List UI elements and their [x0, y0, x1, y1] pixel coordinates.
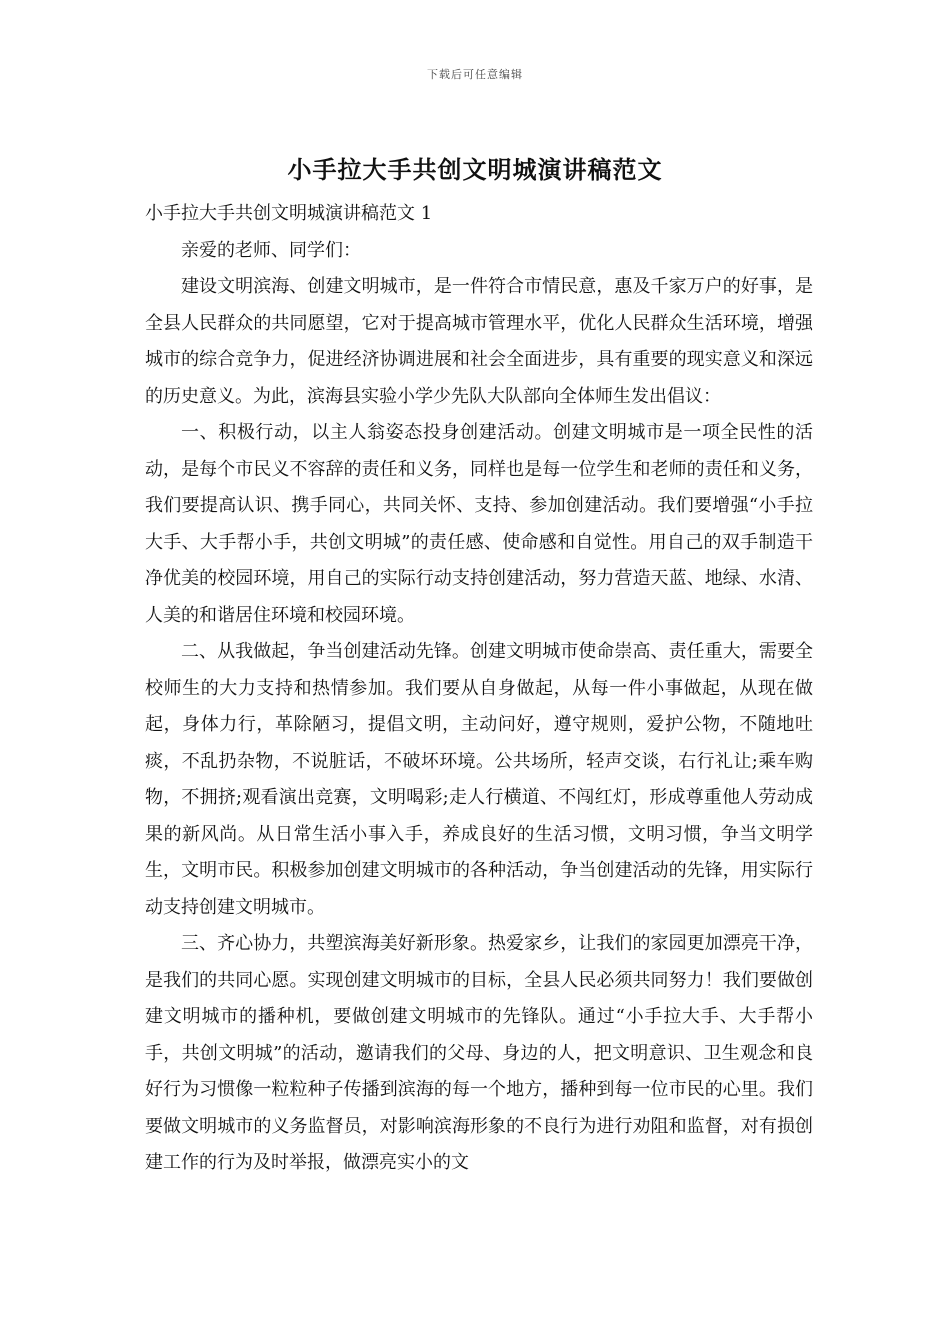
section-subtitle: 小手拉大手共创文明城演讲稿范文 1 — [145, 203, 433, 224]
point-three-paragraph: 三、齐心协力，共塑滨海美好新形象。热爱家乡，让我们的家园更加漂亮干净，是我们的共同心愿。实现创建文明城市的目标，全县人民必须共同努力！我们要做创建文明城市的播种机，要做创建文明城市的先锋队。通过“小手拉大手、大手帮小手，共创文明城”的活动，邀请我们的父母、身边的人，把文明意识、卫生观念和良好行为习惯像一粒粒种子传播到滨海的每一个地方，播种到每一位市民的心里。我们要做文明城市的义务监督员，对影响滨海形象的不良行为进行劝阻和监督，对有损创建工作的行为及时举报，做漂亮实小的文 — [145, 933, 813, 1173]
point-one-paragraph: 一、积极行动，以主人翁姿态投身创建活动。创建文明城市是一项全民性的活动，是每个市民义不容辞的责任和义务，同样也是每一位学生和老师的责任和义务，我们要提高认识、携手同心，共同关怀、支持、参加创建活动。我们要增强“小手拉大手、大手帮小手，共创文明城”的责任感、使命感和自觉性。用自己的双手制造干净优美的校园环境，用自己的实际行动支持创建活动，努力营造天蓝、地绿、水清、人美的和谐居住环境和校园环境。 — [145, 422, 813, 626]
point-two-paragraph: 二、从我做起，争当创建活动先锋。创建文明城市使命崇高、责任重大，需要全校师生的大力支持和热情参加。我们要从自身做起，从每一件小事做起，从现在做起，身体力行，革除陋习，提倡文明，主动问好，遵守规则，爱护公物，不随地吐痰，不乱扔杂物，不说脏话，不破坏环境。公共场所，轻声交谈，右行礼让;乘车购物，不拥挤;观看演出竞赛，文明喝彩;走人行横道、不闯红灯，形成尊重他人劳动成果的新风尚。从日常生活小事入手，养成良好的生活习惯，文明习惯，争当文明学生，文明市民。积极参加创建文明城市的各种活动，争当创建活动的先锋，用实际行动支持创建文明城市。 — [145, 641, 813, 918]
header-note: 下载后可任意编辑 — [427, 68, 523, 81]
document-title: 小手拉大手共创文明城演讲稿范文 — [287, 155, 663, 184]
document-body — [145, 196, 813, 1182]
intro-paragraph: 建设文明滨海、创建文明城市，是一件符合市情民意，惠及千家万户的好事，是全县人民群众的共同愿望，它对于提高城市管理水平，优化人民群众生活环境，增强城市的综合竞争力，促进经济协调进展和社会全面进步，具有重要的现实意义和深远的历史意义。为此，滨海县实验小学少先队大队部向全体师生发出倡议： — [145, 276, 813, 407]
greeting-paragraph: 亲爱的老师、同学们： — [181, 239, 361, 261]
